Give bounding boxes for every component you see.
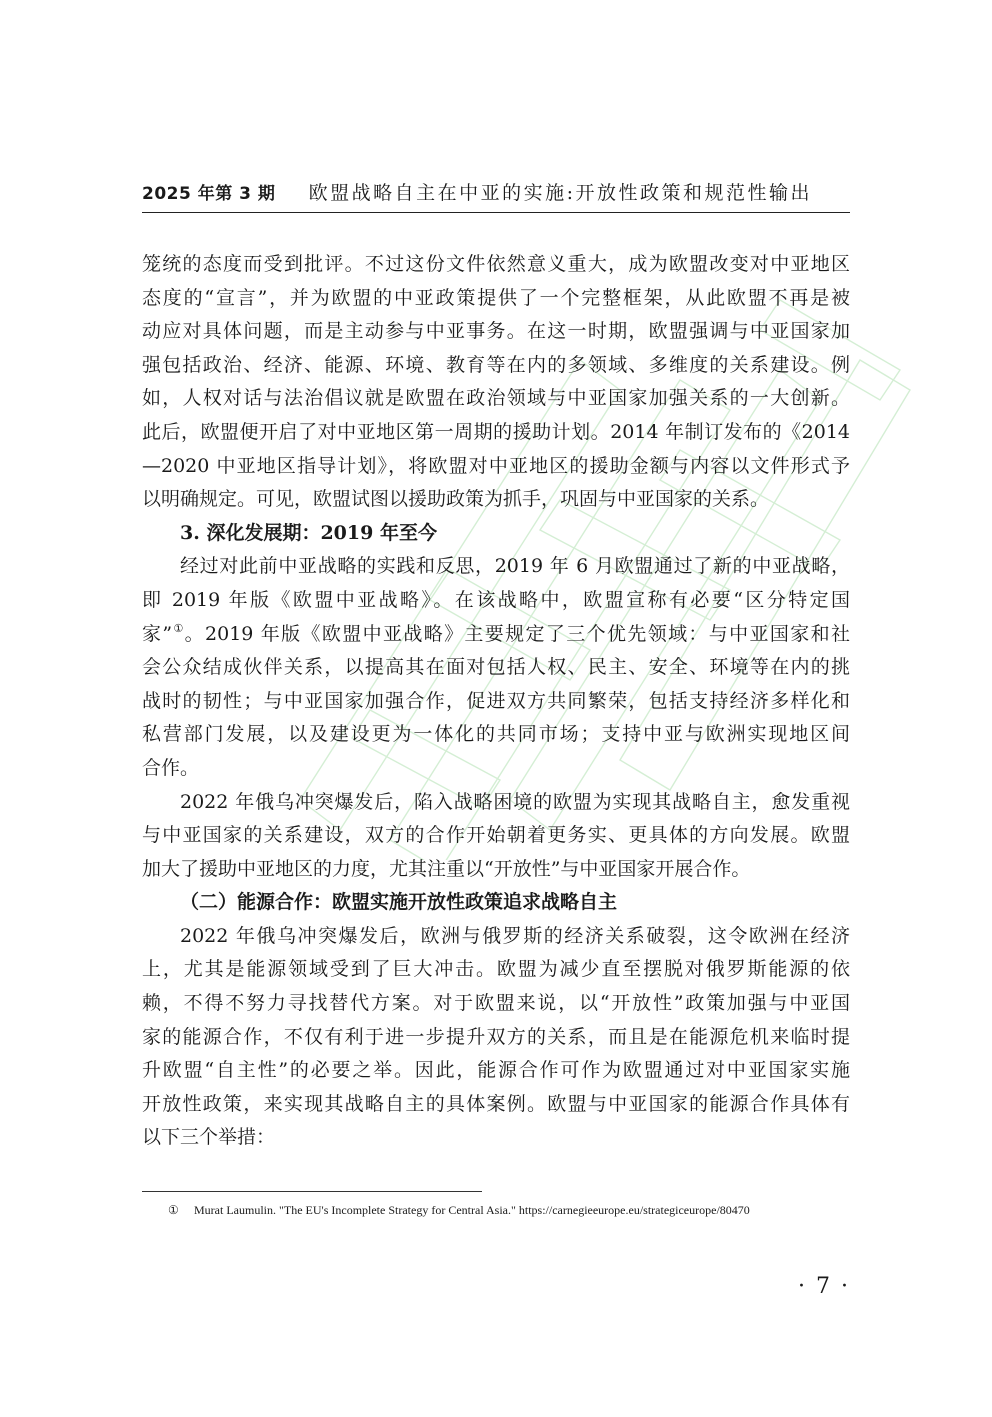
- text-line: 动应对具体问题，而是主动参与中亚事务。在这一时期，欧盟强调与中亚国家加: [142, 320, 850, 343]
- footnote: [168, 1203, 750, 1218]
- text-line: 开放性政策，来实现其战略自主的具体案例。欧盟与中亚国家的能源合作具体有: [142, 1092, 850, 1115]
- text-line: 2022 年俄乌冲突爆发后，陷入战略困境的欧盟为实现其战略自主，愈发重视: [180, 790, 850, 813]
- article-body: [142, 248, 850, 1155]
- footnote-text: Murat Laumulin. "The EU's Incomplete Strategy for Central Asia." https://carnegieeurope.eu/strategiceurope/80470: [194, 1203, 750, 1217]
- text-line: 经过对此前中亚战略的实践和反思，2019 年 6 月欧盟通过了新的中亚战略，: [180, 555, 850, 578]
- text-line: 加大了援助中亚地区的力度，尤其注重以“开放性”与中亚国家开展合作。: [142, 857, 751, 880]
- text-line: 此后，欧盟便开启了对中亚地区第一周期的援助计划。2014 年制订发布的《2014: [142, 420, 850, 443]
- paragraph: [142, 786, 850, 887]
- text-line: 与中亚国家的关系建设，双方的合作开始朝着更务实、更具体的方向发展。欧盟: [142, 824, 850, 847]
- section-heading: （二）能源合作：欧盟实施开放性政策追求战略自主: [180, 891, 618, 914]
- text-line: 即 2019 年版《欧盟中亚战略》。在该战略中，欧盟宣称有必要“区分特定国: [142, 588, 850, 611]
- text-line: —2020 中亚地区指导计划》，将欧盟对中亚地区的援助金额与内容以文件形式予: [142, 454, 850, 477]
- text-line: 战时的韧性；与中亚国家加强合作，促进双方共同繁荣，包括支持经济多样化和: [142, 689, 850, 712]
- text-line: 家的能源合作，不仅有利于进一步提升双方的关系，而且是在能源危机来临时提: [142, 1025, 850, 1048]
- paragraph: [142, 248, 850, 517]
- text-line: 私营部门发展，以及建设更为一体化的共同市场；支持中亚与欧洲实现地区间: [142, 723, 850, 746]
- text-line: 以明确规定。可见，欧盟试图以援助政策为抓手，巩固与中亚国家的关系。: [142, 488, 770, 511]
- footnote-reference[interactable]: ①: [172, 621, 185, 635]
- text-line: 会公众结成伙伴关系，以提高其在面对包括人权、民主、安全、环境等在内的挑: [142, 656, 850, 679]
- running-header: [142, 176, 850, 213]
- text-line: 升欧盟“自主性”的必要之举。因此，能源合作可作为欧盟通过对中亚国家实施: [142, 1059, 850, 1082]
- text-line: 强包括政治、经济、能源、环境、教育等在内的多领域、多维度的关系建设。例: [142, 353, 850, 376]
- text-line: 赖，不得不努力寻找替代方案。对于欧盟来说，以“开放性”政策加强与中亚国: [142, 992, 850, 1015]
- article-running-title: 欧盟战略自主在中亚的实施:开放性政策和规范性输出: [308, 182, 812, 204]
- text-line: [142, 618, 850, 652]
- text-line: 如，人权对话与法治倡议就是欧盟在政治领域与中亚国家加强关系的一大创新。: [142, 387, 850, 410]
- paragraph: [142, 550, 850, 785]
- text-line: 2022 年俄乌冲突爆发后，欧洲与俄罗斯的经济关系破裂，这令欧洲在经济: [180, 924, 850, 947]
- journal-issue: 2025 年第 3 期: [142, 184, 276, 204]
- text-fragment: 。2019 年版《欧盟中亚战略》主要规定了三个优先领域：与中亚国家和社: [184, 622, 850, 645]
- text-line: 笼统的态度而受到批评。不过这份文件依然意义重大，成为欧盟改变对中亚地区: [142, 253, 850, 275]
- paragraph: [142, 920, 850, 1155]
- text-line: 以下三个举措：: [142, 1126, 276, 1149]
- page-number: · 7 ·: [798, 1274, 850, 1299]
- section-heading: 3. 深化发展期：2019 年至今: [180, 521, 437, 544]
- text-fragment: 家”: [142, 622, 173, 645]
- footnote-mark: ①: [168, 1203, 179, 1217]
- text-line: 上，尤其是能源领域受到了巨大冲击。欧盟为减少直至摆脱对俄罗斯能源的依: [142, 958, 850, 981]
- text-line: 合作。: [142, 756, 200, 779]
- footnote-divider: [142, 1191, 482, 1192]
- text-line: 态度的“宣言”，并为欧盟的中亚政策提供了一个完整框架，从此欧盟不再是被: [142, 286, 850, 309]
